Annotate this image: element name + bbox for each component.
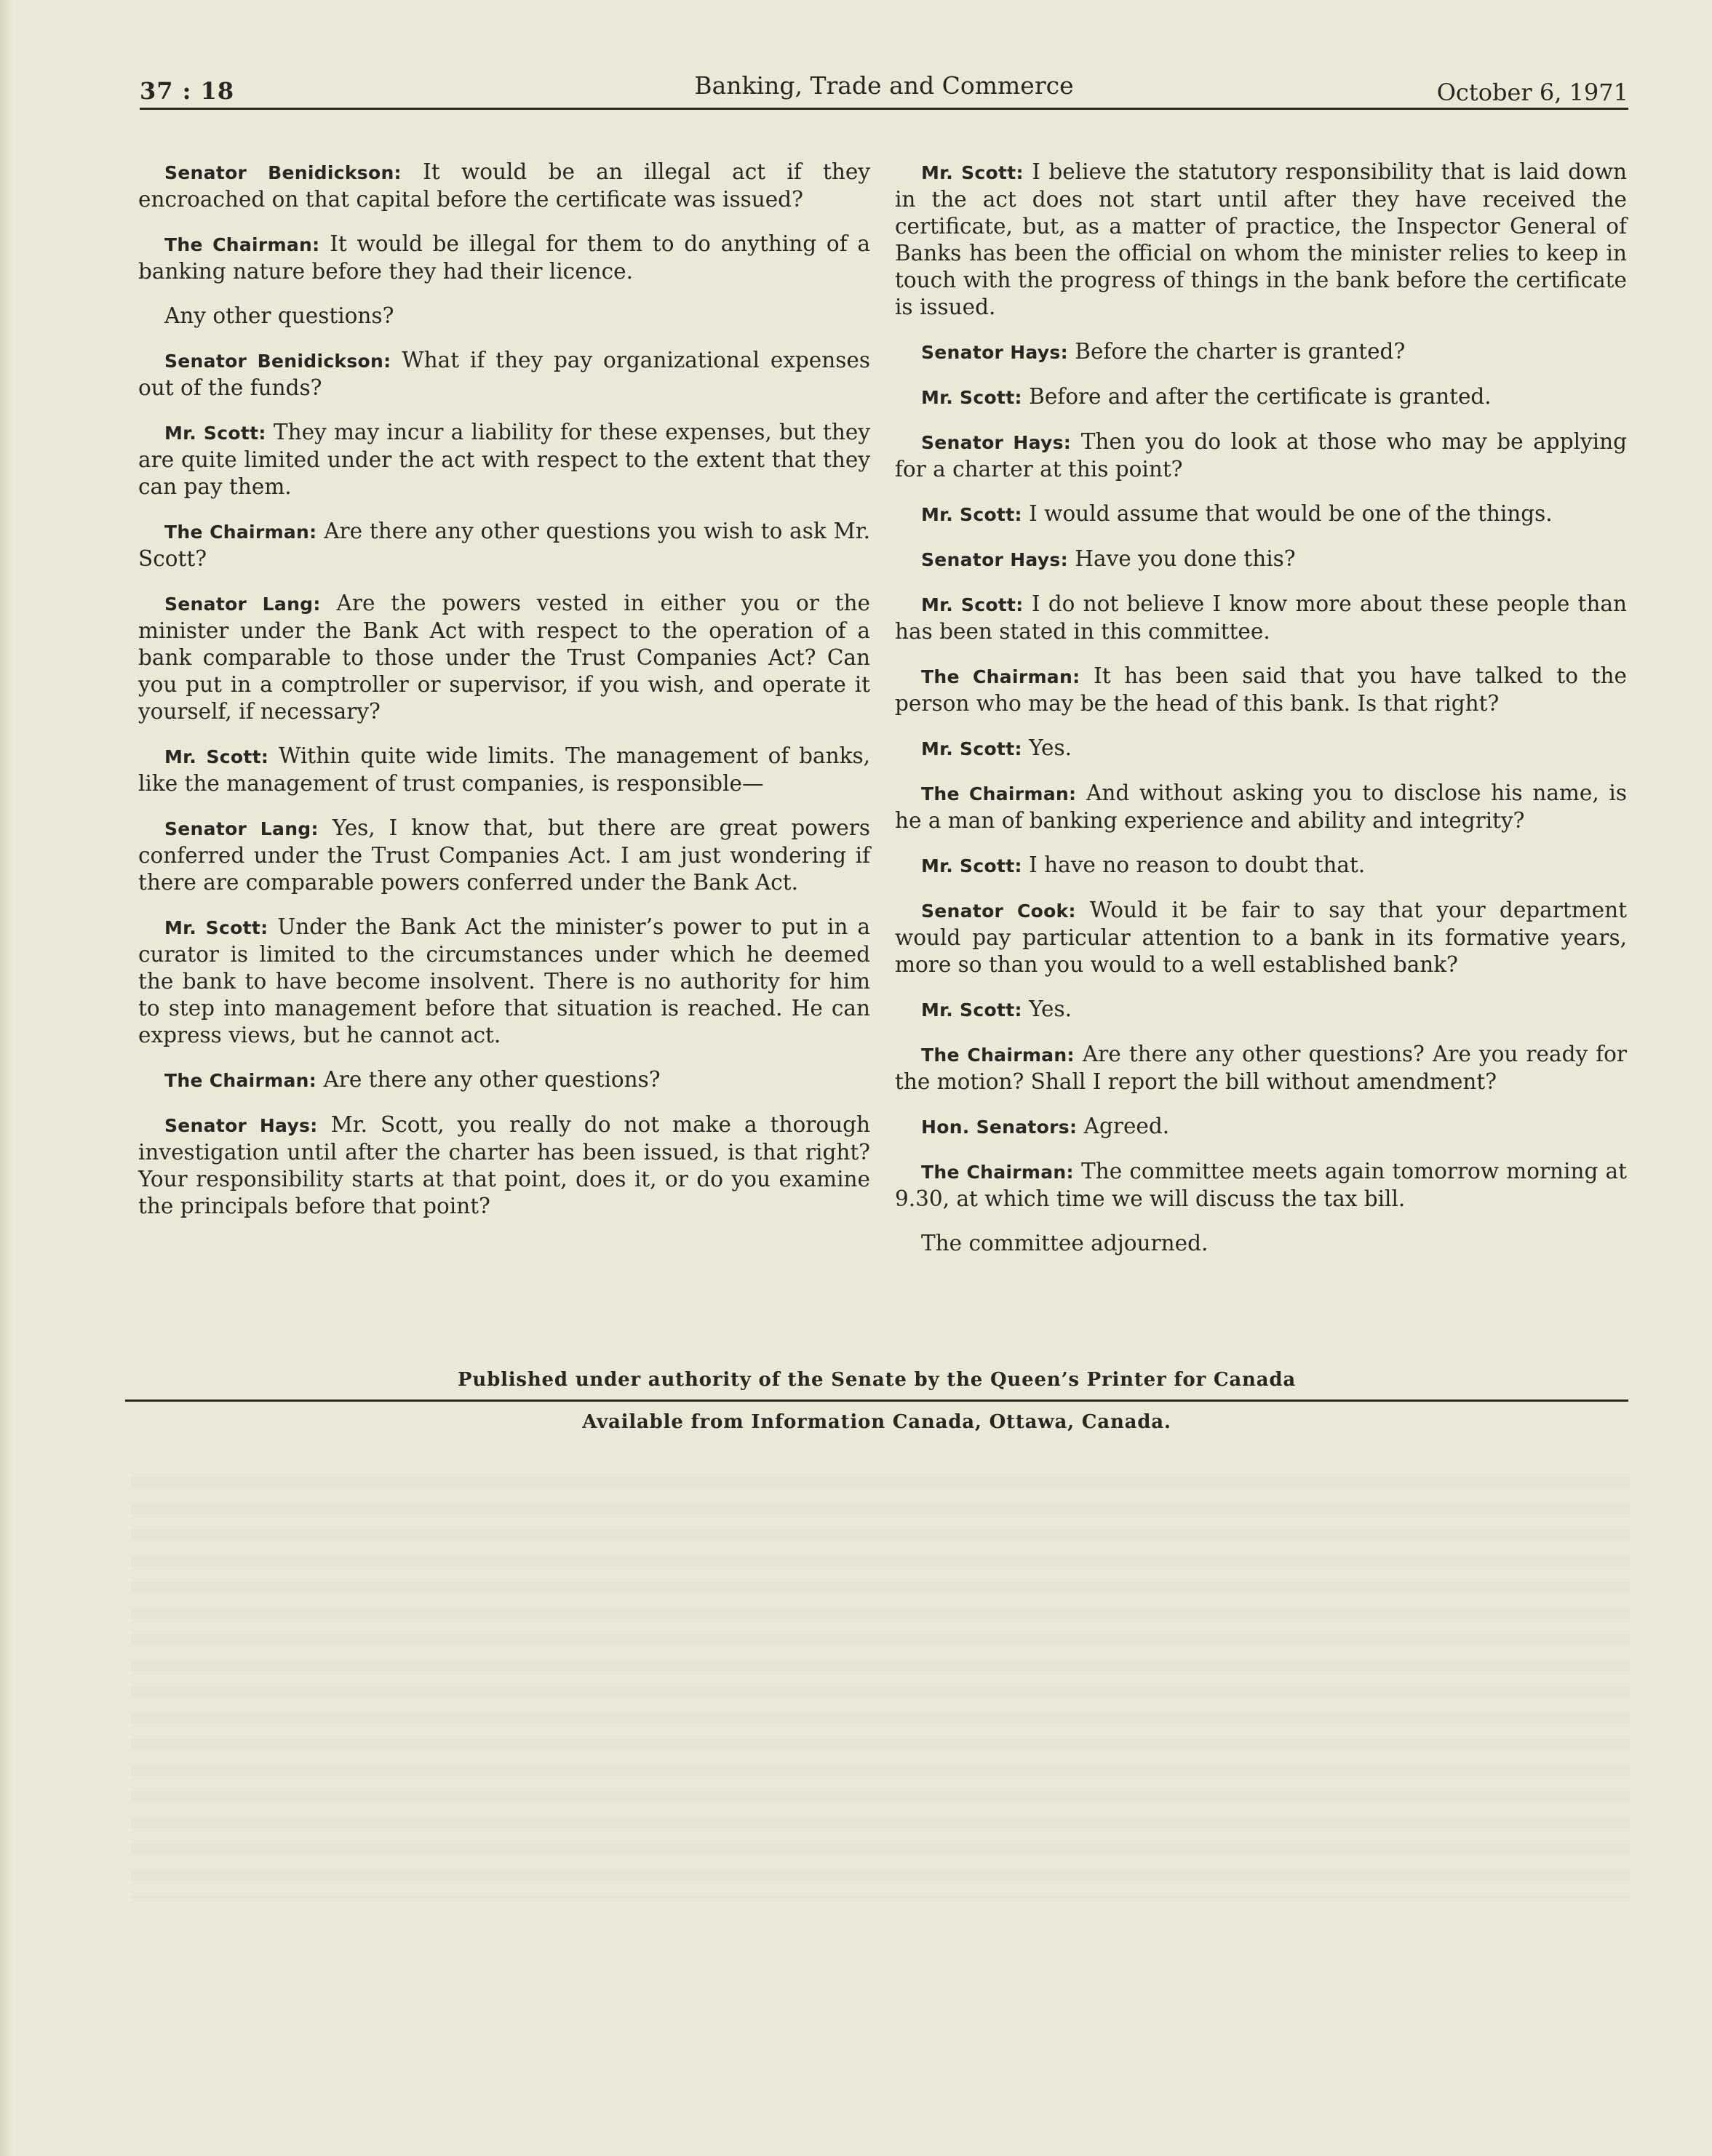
transcript-paragraph: [895, 1230, 1627, 1257]
speech-text: Before and after the certificate is granted.: [1029, 384, 1492, 409]
speaker-name: The Chairman:: [921, 783, 1077, 804]
speech-text: It would be illegal for them to do anything of a banking nature before they had their licence.: [138, 231, 870, 284]
speaker-name: Mr. Scott:: [164, 746, 269, 767]
transcript-paragraph: [895, 663, 1627, 717]
footer-rule: [125, 1400, 1628, 1402]
speaker-name: Mr. Scott:: [921, 504, 1022, 525]
speaker-name: Mr. Scott:: [921, 738, 1022, 759]
transcript-paragraph: [895, 897, 1627, 978]
speaker-name: Mr. Scott:: [164, 917, 268, 938]
speech-text: Yes.: [1029, 997, 1072, 1021]
speech-text: What if they pay organizational expenses out of the funds?: [138, 348, 870, 400]
speaker-name: Senator Lang:: [164, 818, 319, 839]
transcript-paragraph: [138, 1066, 870, 1094]
publication-date: October 6, 1971: [1436, 79, 1628, 106]
speaker-name: Senator Benidickson:: [164, 162, 402, 183]
speech-text: Are there any other questions?: [323, 1067, 661, 1092]
transcript-paragraph: [895, 996, 1627, 1023]
speech-text: The committee adjourned.: [921, 1231, 1209, 1255]
left-column: [138, 159, 870, 1237]
published-note: Published under authority of the Senate by the Queen’s Printer for Canada: [458, 1369, 1296, 1391]
page-edge-shadow: [0, 0, 13, 2156]
transcript-paragraph: [895, 852, 1627, 879]
speech-text: Are there any other questions you wish to ask Mr. Scott?: [138, 519, 870, 571]
speaker-name: The Chairman:: [921, 1045, 1075, 1066]
speech-text: Before the charter is granted?: [1075, 339, 1406, 364]
transcript-paragraph: [138, 518, 870, 572]
speech-text: Within quite wide limits. The management of banks, like the management of trust companies, is responsible—: [138, 743, 870, 796]
speech-text: It has been said that you have talked to the person who may be the head of this bank. Is that right?: [895, 663, 1627, 716]
speaker-name: Hon. Senators:: [921, 1117, 1078, 1138]
speech-text: I do not believe I know more about these people than has been stated in this committee.: [895, 591, 1627, 644]
speaker-name: The Chairman:: [921, 1162, 1074, 1183]
speech-text: It would be an illegal act if they encroached on that capital before the certificate was issued?: [138, 159, 870, 212]
transcript-paragraph: [138, 303, 870, 330]
speaker-name: Mr. Scott:: [921, 855, 1022, 877]
speaker-name: Mr. Scott:: [921, 594, 1024, 615]
transcript-paragraph: [895, 546, 1627, 573]
availability-note: Available from Information Canada, Ottawa, Canada.: [582, 1411, 1171, 1433]
speech-text: Under the Bank Act the minister’s power to put in a curator is limited to the circumstances under which he deemed the bank to have become insolvent. There is no authority for him to step into management before that situation is reached. He can express views, but he cannot act.: [138, 914, 870, 1047]
page-number: 37 : 18: [140, 77, 235, 105]
speaker-name: Senator Hays:: [921, 432, 1072, 453]
transcript-paragraph: [138, 743, 870, 797]
speaker-name: Senator Hays:: [164, 1115, 318, 1136]
transcript-paragraph: [895, 383, 1627, 411]
transcript-paragraph: [138, 914, 870, 1049]
speech-text: Yes, I know that, but there are great powers conferred under the Trust Companies Act. I am just wondering if there are comparable powers conferred under the Bank Act.: [138, 815, 870, 895]
speech-text: Are the powers vested in either you or the minister under the Bank Act with respect to the operation of a bank comparable to those under the Trust Companies Act? Can you put in a comptroller or supervisor, if you wish, and operate it yourself, if necessary?: [138, 591, 870, 724]
transcript-paragraph: [895, 591, 1627, 645]
speaker-name: The Chairman:: [164, 1070, 317, 1091]
transcript-paragraph: [138, 159, 870, 213]
transcript-paragraph: [138, 419, 870, 500]
speech-text: I believe the statutory responsibility that is laid down in the act does not start until after they have received the certificate, but, as a matter of practice, the Inspector General of Banks has been the official on whom the minister relies to keep in touch with the progress of things in the bank before the certificate is issued.: [895, 159, 1627, 319]
speaker-name: Mr. Scott:: [921, 162, 1024, 183]
transcript-paragraph: [895, 1158, 1627, 1213]
speech-text: And without asking you to disclose his name, is he a man of banking experience and ability and integrity?: [895, 780, 1627, 833]
speaker-name: The Chairman:: [164, 522, 317, 543]
speech-text: I have no reason to doubt that.: [1029, 853, 1366, 877]
speaker-name: Mr. Scott:: [921, 387, 1022, 408]
transcript-paragraph: [138, 590, 870, 725]
speaker-name: Senator Benidickson:: [164, 351, 391, 372]
speech-text: Then you do look at those who may be applying for a charter at this point?: [895, 429, 1627, 482]
transcript-paragraph: [895, 338, 1627, 366]
speech-text: Agreed.: [1083, 1114, 1170, 1138]
speaker-name: The Chairman:: [921, 666, 1080, 687]
speaker-name: Senator Lang:: [164, 594, 321, 615]
transcript-paragraph: [895, 735, 1627, 762]
speaker-name: Mr. Scott:: [921, 999, 1022, 1021]
speaker-name: The Chairman:: [164, 234, 320, 255]
transcript-paragraph: [138, 231, 870, 285]
transcript-paragraph: [895, 1041, 1627, 1095]
speech-text: They may incur a liability for these expenses, but they are quite limited under the act with respect to the extent that they can pay them.: [138, 420, 870, 499]
speech-text: Are there any other questions? Are you ready for the motion? Shall I report the bill without amendment?: [895, 1042, 1627, 1094]
speaker-name: Senator Hays:: [921, 342, 1068, 363]
speaker-name: Mr. Scott:: [164, 423, 266, 444]
speech-text: Would it be fair to say that your department would pay particular attention to a bank in its formative years, more so than you would to a well established bank?: [895, 898, 1627, 977]
transcript-paragraph: [895, 1113, 1627, 1141]
speaker-name: Senator Cook:: [921, 901, 1076, 922]
speech-text: Yes.: [1029, 735, 1072, 760]
transcript-paragraph: [138, 815, 870, 896]
speech-text: The committee meets again tomorrow morning at 9.30, at which time we will discuss the tax bill.: [895, 1159, 1627, 1211]
transcript-paragraph: [138, 1111, 870, 1220]
speech-text: Any other questions?: [164, 303, 394, 328]
show-through-texture: [131, 1462, 1630, 1899]
page-header: [140, 70, 1628, 109]
speech-text: I would assume that would be one of the things.: [1029, 501, 1553, 526]
transcript-paragraph: [895, 500, 1627, 528]
transcript-paragraph: [138, 347, 870, 402]
publication-title: Banking, Trade and Commerce: [694, 71, 1074, 100]
header-rule: [140, 108, 1628, 110]
transcript-paragraph: [895, 428, 1627, 483]
transcript-paragraph: [895, 159, 1627, 321]
transcript-paragraph: [895, 780, 1627, 834]
right-column: [895, 159, 1627, 1274]
speaker-name: Senator Hays:: [921, 549, 1068, 570]
speech-text: Have you done this?: [1075, 546, 1296, 571]
speech-text: Mr. Scott, you really do not make a thorough investigation until after the charter has been issued, is that right? Your responsibility starts at that point, does it, or do you examine the principals before that point?: [138, 1112, 871, 1218]
